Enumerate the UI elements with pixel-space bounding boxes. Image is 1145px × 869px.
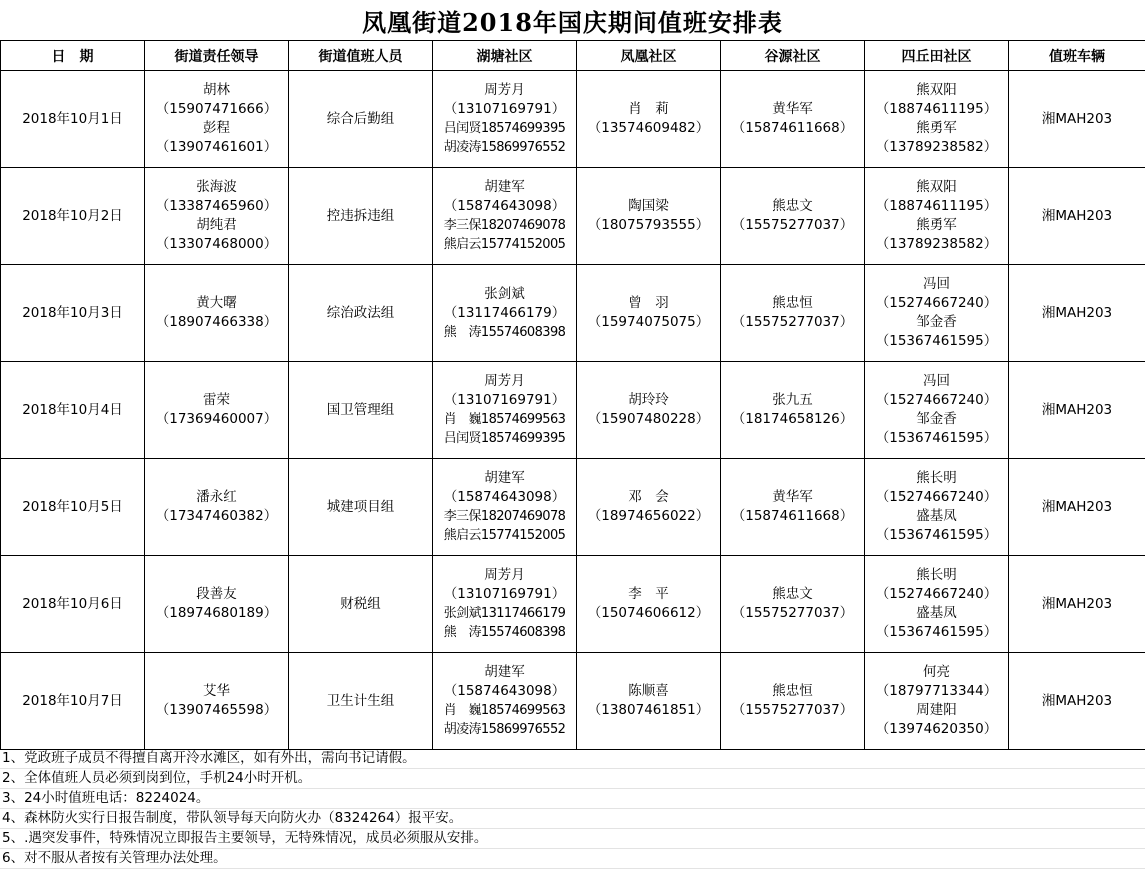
hutang-line: 李三保18207469078 [433,216,576,235]
notes-section [0,749,1145,869]
date-cell: 2018年10月3日 [1,265,145,362]
header-fenghuang: 凤凰社区 [577,41,721,71]
siqiutian-line: 熊勇军 [865,216,1008,235]
hutang-line: 胡凌涛15869976552 [433,720,576,739]
hutang-line: 肖 巍18574699563 [433,701,576,720]
leader-line: 黄大曙 [145,294,288,313]
staff-cell: 综合后勤组 [289,71,433,168]
guyuan-line: （18174658126） [721,410,864,429]
staff-cell: 卫生计生组 [289,653,433,750]
hutang-line: 熊 涛15574608398 [433,623,576,642]
siqiutian-line: 邹金香 [865,410,1008,429]
fenghuang-cell [577,556,721,653]
guyuan-cell [721,168,865,265]
vehicle-cell: 湘MAH203 [1009,168,1145,265]
header-guyuan: 谷源社区 [721,41,865,71]
vehicle-cell: 湘MAH203 [1009,362,1145,459]
date-cell: 2018年10月1日 [1,71,145,168]
table-row [1,556,1145,653]
guyuan-cell [721,362,865,459]
leader-line: （15907471666） [145,100,288,119]
hutang-line: （13107169791） [433,391,576,410]
table-row [1,653,1145,750]
fenghuang-line: （15907480228） [577,410,720,429]
leader-line: （18907466338） [145,313,288,332]
hutang-line: 胡建军 [433,469,576,488]
fenghuang-line: 陶国梁 [577,197,720,216]
hutang-line: 吕闰贤18574699395 [433,119,576,138]
siqiutian-line: （13789238582） [865,138,1008,157]
siqiutian-line: （15367461595） [865,623,1008,642]
siqiutian-line: 冯回 [865,275,1008,294]
table-row [1,71,1145,168]
siqiutian-cell [865,653,1009,750]
hutang-line: 熊启云15774152005 [433,526,576,545]
siqiutian-line: （18874611195） [865,197,1008,216]
hutang-line: （15874643098） [433,682,576,701]
hutang-cell [433,556,577,653]
hutang-line: （13107169791） [433,100,576,119]
staff-cell: 国卫管理组 [289,362,433,459]
siqiutian-line: （15367461595） [865,332,1008,351]
table-row [1,459,1145,556]
guyuan-line: 黄华军 [721,488,864,507]
header-leader: 街道责任领导 [145,41,289,71]
fenghuang-line: （13807461851） [577,701,720,720]
siqiutian-line: （15274667240） [865,294,1008,313]
guyuan-line: （15575277037） [721,216,864,235]
staff-cell: 城建项目组 [289,459,433,556]
hutang-cell [433,653,577,750]
schedule-table [0,40,1145,750]
fenghuang-cell [577,168,721,265]
leader-line: 段善友 [145,585,288,604]
guyuan-line: （15575277037） [721,701,864,720]
fenghuang-line: 邓 会 [577,488,720,507]
hutang-line: 吕闰贤18574699395 [433,429,576,448]
leader-line: （18974680189） [145,604,288,623]
leader-cell [145,653,289,750]
note-line: 5、.遇突发事件，特殊情况立即报告主要领导，无特殊情况，成员必须服从安排。 [0,829,1145,849]
fenghuang-cell [577,71,721,168]
leader-cell [145,265,289,362]
vehicle-cell: 湘MAH203 [1009,459,1145,556]
fenghuang-line: （15074606612） [577,604,720,623]
hutang-line: （13117466179） [433,304,576,323]
siqiutian-line: （13974620350） [865,720,1008,739]
leader-line: 艾华 [145,682,288,701]
guyuan-cell [721,459,865,556]
hutang-line: 胡建军 [433,663,576,682]
staff-cell: 控违拆违组 [289,168,433,265]
guyuan-line: 熊忠恒 [721,682,864,701]
note-line: 3、24小时值班电话：8224024。 [0,789,1145,809]
siqiutian-line: （15274667240） [865,488,1008,507]
fenghuang-line: 曾 羽 [577,294,720,313]
date-cell: 2018年10月7日 [1,653,145,750]
guyuan-cell [721,556,865,653]
fenghuang-line: 肖 莉 [577,100,720,119]
fenghuang-cell [577,265,721,362]
siqiutian-line: 何亮 [865,663,1008,682]
vehicle-cell: 湘MAH203 [1009,653,1145,750]
vehicle-cell: 湘MAH203 [1009,556,1145,653]
leader-line: 潘永红 [145,488,288,507]
guyuan-line: （15874611668） [721,507,864,526]
date-cell: 2018年10月4日 [1,362,145,459]
note-line: 4、森林防火实行日报告制度，带队领导每天向防火办（8324264）报平安。 [0,809,1145,829]
siqiutian-cell [865,362,1009,459]
hutang-line: 张剑斌 [433,285,576,304]
siqiutian-cell [865,265,1009,362]
leader-cell [145,556,289,653]
fenghuang-line: 陈顺喜 [577,682,720,701]
hutang-line: 周芳月 [433,566,576,585]
hutang-line: （15874643098） [433,488,576,507]
leader-line: （17369460007） [145,410,288,429]
siqiutian-line: （18874611195） [865,100,1008,119]
siqiutian-cell [865,459,1009,556]
fenghuang-line: （18075793555） [577,216,720,235]
fenghuang-cell [577,653,721,750]
note-line: 2、全体值班人员必须到岗到位，手机24小时开机。 [0,769,1145,789]
hutang-line: 肖 巍18574699563 [433,410,576,429]
siqiutian-line: 熊双阳 [865,81,1008,100]
siqiutian-line: 熊长明 [865,469,1008,488]
leader-line: （17347460382） [145,507,288,526]
hutang-line: 张剑斌13117466179 [433,604,576,623]
fenghuang-cell [577,362,721,459]
siqiutian-cell [865,168,1009,265]
siqiutian-line: 盛基凤 [865,507,1008,526]
staff-cell: 综治政法组 [289,265,433,362]
siqiutian-line: （15274667240） [865,585,1008,604]
guyuan-line: （15874611668） [721,119,864,138]
leader-cell [145,362,289,459]
fenghuang-line: 李 平 [577,585,720,604]
hutang-line: 李三保18207469078 [433,507,576,526]
siqiutian-line: 冯回 [865,372,1008,391]
fenghuang-line: （13574609482） [577,119,720,138]
guyuan-cell [721,653,865,750]
fenghuang-cell [577,459,721,556]
siqiutian-line: 周建阳 [865,701,1008,720]
note-line: 6、对不服从者按有关管理办法处理。 [0,849,1145,869]
leader-line: 张海波 [145,178,288,197]
header-vehicle: 值班车辆 [1009,41,1145,71]
header-date: 日 期 [1,41,145,71]
leader-cell [145,459,289,556]
hutang-line: 周芳月 [433,81,576,100]
leader-line: （13907465598） [145,701,288,720]
date-cell: 2018年10月2日 [1,168,145,265]
hutang-cell [433,265,577,362]
siqiutian-line: 熊勇军 [865,119,1008,138]
leader-line: （13907461601） [145,138,288,157]
hutang-line: 胡建军 [433,178,576,197]
hutang-cell [433,459,577,556]
guyuan-line: 黄华军 [721,100,864,119]
leader-line: 胡林 [145,81,288,100]
hutang-line: 胡凌涛15869976552 [433,138,576,157]
date-cell: 2018年10月5日 [1,459,145,556]
guyuan-line: （15575277037） [721,313,864,332]
vehicle-cell: 湘MAH203 [1009,265,1145,362]
schedule-body [1,71,1145,750]
leader-cell [145,168,289,265]
fenghuang-line: （18974656022） [577,507,720,526]
hutang-line: 熊 涛15574608398 [433,323,576,342]
leader-line: （13307468000） [145,235,288,254]
siqiutian-cell [865,556,1009,653]
table-row [1,168,1145,265]
hutang-line: （15874643098） [433,197,576,216]
guyuan-line: 熊忠恒 [721,294,864,313]
header-row [1,41,1145,71]
staff-cell: 财税组 [289,556,433,653]
siqiutian-cell [865,71,1009,168]
siqiutian-line: 熊长明 [865,566,1008,585]
date-cell: 2018年10月6日 [1,556,145,653]
table-row [1,362,1145,459]
siqiutian-line: 盛基凤 [865,604,1008,623]
guyuan-cell [721,265,865,362]
siqiutian-line: （13789238582） [865,235,1008,254]
fenghuang-line: 胡玲玲 [577,391,720,410]
leader-cell [145,71,289,168]
sheet-title: 凤凰街道2018年国庆期间值班安排表 [0,0,1145,40]
hutang-line: 熊启云15774152005 [433,235,576,254]
leader-line: （13387465960） [145,197,288,216]
siqiutian-line: （15367461595） [865,429,1008,448]
leader-line: 雷荣 [145,391,288,410]
leader-line: 胡纯君 [145,216,288,235]
hutang-line: （13107169791） [433,585,576,604]
hutang-line: 周芳月 [433,372,576,391]
hutang-cell [433,71,577,168]
note-line: 1、党政班子成员不得擅自离开泠水滩区，如有外出，需向书记请假。 [0,749,1145,769]
siqiutian-line: （15274667240） [865,391,1008,410]
guyuan-line: 熊忠文 [721,197,864,216]
header-hutang: 湖塘社区 [433,41,577,71]
guyuan-line: 张九五 [721,391,864,410]
siqiutian-line: （15367461595） [865,526,1008,545]
siqiutian-line: （18797713344） [865,682,1008,701]
vehicle-cell: 湘MAH203 [1009,71,1145,168]
guyuan-cell [721,71,865,168]
hutang-cell [433,362,577,459]
siqiutian-line: 熊双阳 [865,178,1008,197]
siqiutian-line: 邹金香 [865,313,1008,332]
header-staff: 街道值班人员 [289,41,433,71]
leader-line: 彭程 [145,119,288,138]
guyuan-line: 熊忠文 [721,585,864,604]
guyuan-line: （15575277037） [721,604,864,623]
table-row [1,265,1145,362]
hutang-cell [433,168,577,265]
fenghuang-line: （15974075075） [577,313,720,332]
header-siqiutian: 四丘田社区 [865,41,1009,71]
